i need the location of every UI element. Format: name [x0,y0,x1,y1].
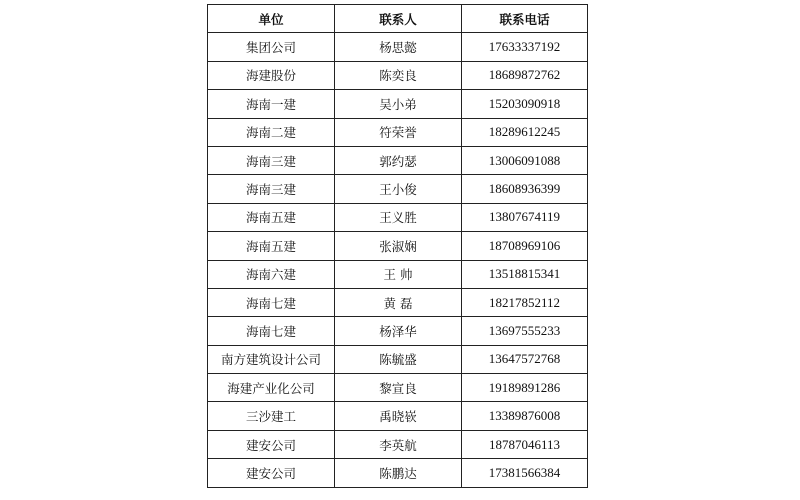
phone-cell: 18289612245 [462,118,588,146]
unit-cell: 海南七建 [208,288,335,316]
table-row [208,61,588,89]
contact-cell: 禹晓嵚 [335,402,462,430]
table-row [208,402,588,430]
unit-cell: 海建产业化公司 [208,374,335,402]
phone-cell: 13697555233 [462,317,588,345]
unit-cell: 海南三建 [208,146,335,174]
phone-cell: 18787046113 [462,430,588,458]
table-row [208,260,588,288]
contact-cell: 王小俊 [335,175,462,203]
contact-cell: 杨泽华 [335,317,462,345]
table-row [208,90,588,118]
contact-table [207,4,588,488]
table-row [208,430,588,458]
contact-cell: 黄 磊 [335,288,462,316]
phone-cell: 19189891286 [462,374,588,402]
table-body [208,33,588,487]
table-row [208,232,588,260]
table-row [208,459,588,487]
unit-cell: 集团公司 [208,33,335,61]
contact-cell: 张淑娴 [335,232,462,260]
contact-cell: 陈鹏达 [335,459,462,487]
contact-cell: 王 帅 [335,260,462,288]
contact-cell: 杨思懿 [335,33,462,61]
unit-cell: 南方建筑设计公司 [208,345,335,373]
phone-cell: 18689872762 [462,61,588,89]
phone-cell: 13518815341 [462,260,588,288]
table-row [208,118,588,146]
header-unit: 单位 [208,5,335,33]
phone-cell: 17633337192 [462,33,588,61]
unit-cell: 海南六建 [208,260,335,288]
unit-cell: 建安公司 [208,459,335,487]
phone-cell: 15203090918 [462,90,588,118]
contact-cell: 王义胜 [335,203,462,231]
phone-cell: 13807674119 [462,203,588,231]
unit-cell: 海南一建 [208,90,335,118]
table-row [208,146,588,174]
contact-cell: 李英航 [335,430,462,458]
contact-cell: 陈毓盛 [335,345,462,373]
phone-cell: 13647572768 [462,345,588,373]
unit-cell: 海南三建 [208,175,335,203]
table-row [208,203,588,231]
contact-cell: 陈奕良 [335,61,462,89]
table-row [208,345,588,373]
table-row [208,288,588,316]
phone-cell: 18608936399 [462,175,588,203]
contact-cell: 郭约瑟 [335,146,462,174]
phone-cell: 18708969106 [462,232,588,260]
phone-cell: 13389876008 [462,402,588,430]
unit-cell: 三沙建工 [208,402,335,430]
unit-cell: 海南二建 [208,118,335,146]
header-phone: 联系电话 [462,5,588,33]
unit-cell: 海建股份 [208,61,335,89]
contact-cell: 黎宣良 [335,374,462,402]
contact-cell: 吴小弟 [335,90,462,118]
table-row [208,374,588,402]
phone-cell: 13006091088 [462,146,588,174]
phone-cell: 18217852112 [462,288,588,316]
unit-cell: 海南五建 [208,203,335,231]
header-contact: 联系人 [335,5,462,33]
table-row [208,33,588,61]
unit-cell: 海南五建 [208,232,335,260]
table-header-row [208,5,588,33]
phone-cell: 17381566384 [462,459,588,487]
contact-cell: 符荣誉 [335,118,462,146]
table-row [208,175,588,203]
table-row [208,317,588,345]
unit-cell: 建安公司 [208,430,335,458]
unit-cell: 海南七建 [208,317,335,345]
